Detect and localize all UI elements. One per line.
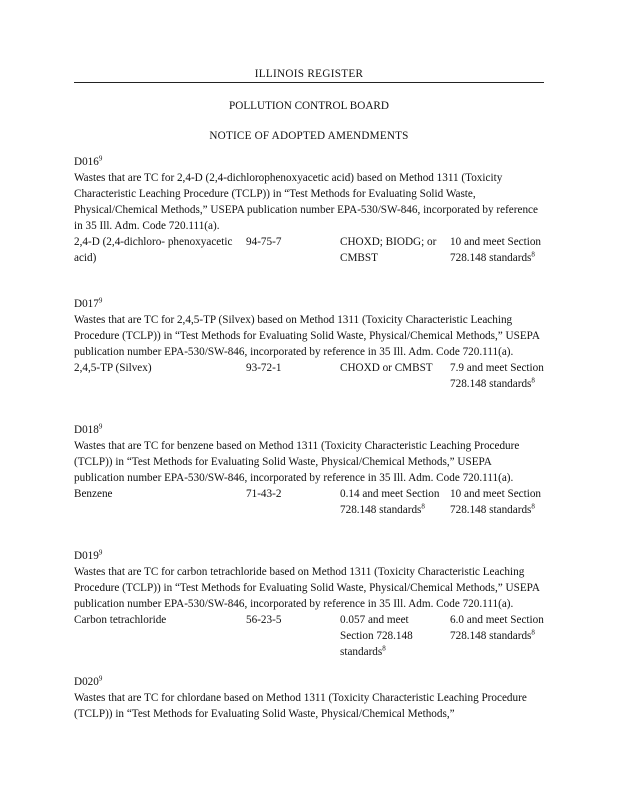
footnote-marker: 9 xyxy=(98,154,103,163)
waste-entry-d017 xyxy=(74,296,544,408)
footnote-marker: 9 xyxy=(98,422,103,431)
waste-description: Wastes that are TC for benzene based on Method 1311 (Toxicity Characteristic Leaching Procedure (TCLP)) in “Test Methods for Evaluating Solid Waste, Physical/Chemical Methods,” USEPA publication number EPA-530/SW-846, incorporated by reference in 35 Ill. Adm. Code 720.111(a). xyxy=(74,440,520,484)
constituent-name: Carbon tetrachloride xyxy=(74,614,167,626)
waste-code: $D019^9$ xyxy=(74,548,103,562)
document-body xyxy=(74,154,544,736)
constituent-name: 2,4-D (2,4-dichloro- phenoxyacetic acid) xyxy=(74,236,233,264)
waste-code: $D020^9$ xyxy=(74,674,103,688)
nonwastewater-standard: 10 and meet Section 728.148 standards$^8$ xyxy=(450,236,542,264)
footnote-marker: 9 xyxy=(98,296,103,305)
constituent-name: Benzene xyxy=(74,488,113,500)
cas-number: 71-43-2 xyxy=(246,488,282,500)
footnote-marker: 9 xyxy=(98,674,103,683)
standards-row xyxy=(74,360,544,408)
footnote-marker: 8 xyxy=(531,628,535,637)
header-rule xyxy=(74,82,544,83)
standards-row xyxy=(74,612,544,660)
waste-entry-d018 xyxy=(74,422,544,534)
running-header: ILLINOIS REGISTER xyxy=(254,68,364,80)
cas-number: 93-72-1 xyxy=(246,362,282,374)
wastewater-standard: CHOXD or CMBST xyxy=(340,362,433,374)
waste-code: $D017^9$ xyxy=(74,296,103,310)
constituent-name: 2,4,5-TP (Silvex) xyxy=(74,362,152,374)
footnote-marker: 8 xyxy=(421,502,425,511)
waste-entry-d016 xyxy=(74,154,544,282)
standards-row xyxy=(74,234,544,282)
waste-entry-d020 xyxy=(74,674,544,722)
wastewater-standard: 0.14 and meet Section 728.148 standards$^8$ xyxy=(340,488,440,516)
standards-row xyxy=(74,486,544,534)
footnote-marker: 8 xyxy=(531,250,535,259)
waste-entry-d019 xyxy=(74,548,544,660)
waste-description: Wastes that are TC for carbon tetrachloride based on Method 1311 (Toxicity Characteristic Leaching Procedure (TCLP)) in “Test Methods for Evaluating Solid Waste, Physical/Chemical Methods,” USEPA publication number EPA-530/SW-846, incorporated by reference in 35 Ill. Adm. Code 720.111(a). xyxy=(74,566,540,610)
waste-code: $D016^9$ xyxy=(74,154,103,168)
nonwastewater-standard: 10 and meet Section 728.148 standards$^8$ xyxy=(450,488,542,516)
waste-description: Wastes that are TC for chlordane based on Method 1311 (Toxicity Characteristic Leaching Procedure (TCLP)) in “Test Methods for Evaluating Solid Waste, Physical/Chemical Methods,” xyxy=(74,692,527,720)
waste-code: $D018^9$ xyxy=(74,422,103,436)
notice-heading: NOTICE OF ADOPTED AMENDMENTS xyxy=(209,130,409,142)
waste-description: Wastes that are TC for 2,4-D (2,4-dichlorophenoxyacetic acid) based on Method 1311 (Toxicity Characteristic Leaching Procedure (TCLP)) in “Test Methods for Evaluating Solid Waste, Physical/Chemical Methods,” USEPA publication number EPA-530/SW-846, incorporated by reference in 35 Ill. Adm. Code 720.111(a). xyxy=(74,172,538,232)
footnote-marker: 8 xyxy=(531,376,535,385)
wastewater-standard: 0.057 and meet Section 728.148 standards$^8$ xyxy=(340,614,413,658)
cas-number: 94-75-7 xyxy=(246,236,282,248)
wastewater-standard: CHOXD; BIODG; or CMBST xyxy=(340,236,437,264)
cas-number: 56-23-5 xyxy=(246,614,282,626)
board-heading: POLLUTION CONTROL BOARD xyxy=(229,100,389,112)
footnote-marker: 8 xyxy=(531,502,535,511)
footnote-marker: 8 xyxy=(382,644,386,653)
footnote-marker: 9 xyxy=(98,548,103,557)
nonwastewater-standard: 7.9 and meet Section 728.148 standards$^8$ xyxy=(450,362,544,390)
nonwastewater-standard: 6.0 and meet Section 728.148 standards$^8$ xyxy=(450,614,544,642)
waste-description: Wastes that are TC for 2,4,5-TP (Silvex) based on Method 1311 (Toxicity Characteristic Leaching Procedure (TCLP)) in “Test Methods for Evaluating Solid Waste, Physical/Chemical Methods,” USEPA publication number EPA-530/SW-846, incorporated by reference in 35 Ill. Adm. Code 720.111(a). xyxy=(74,314,540,358)
